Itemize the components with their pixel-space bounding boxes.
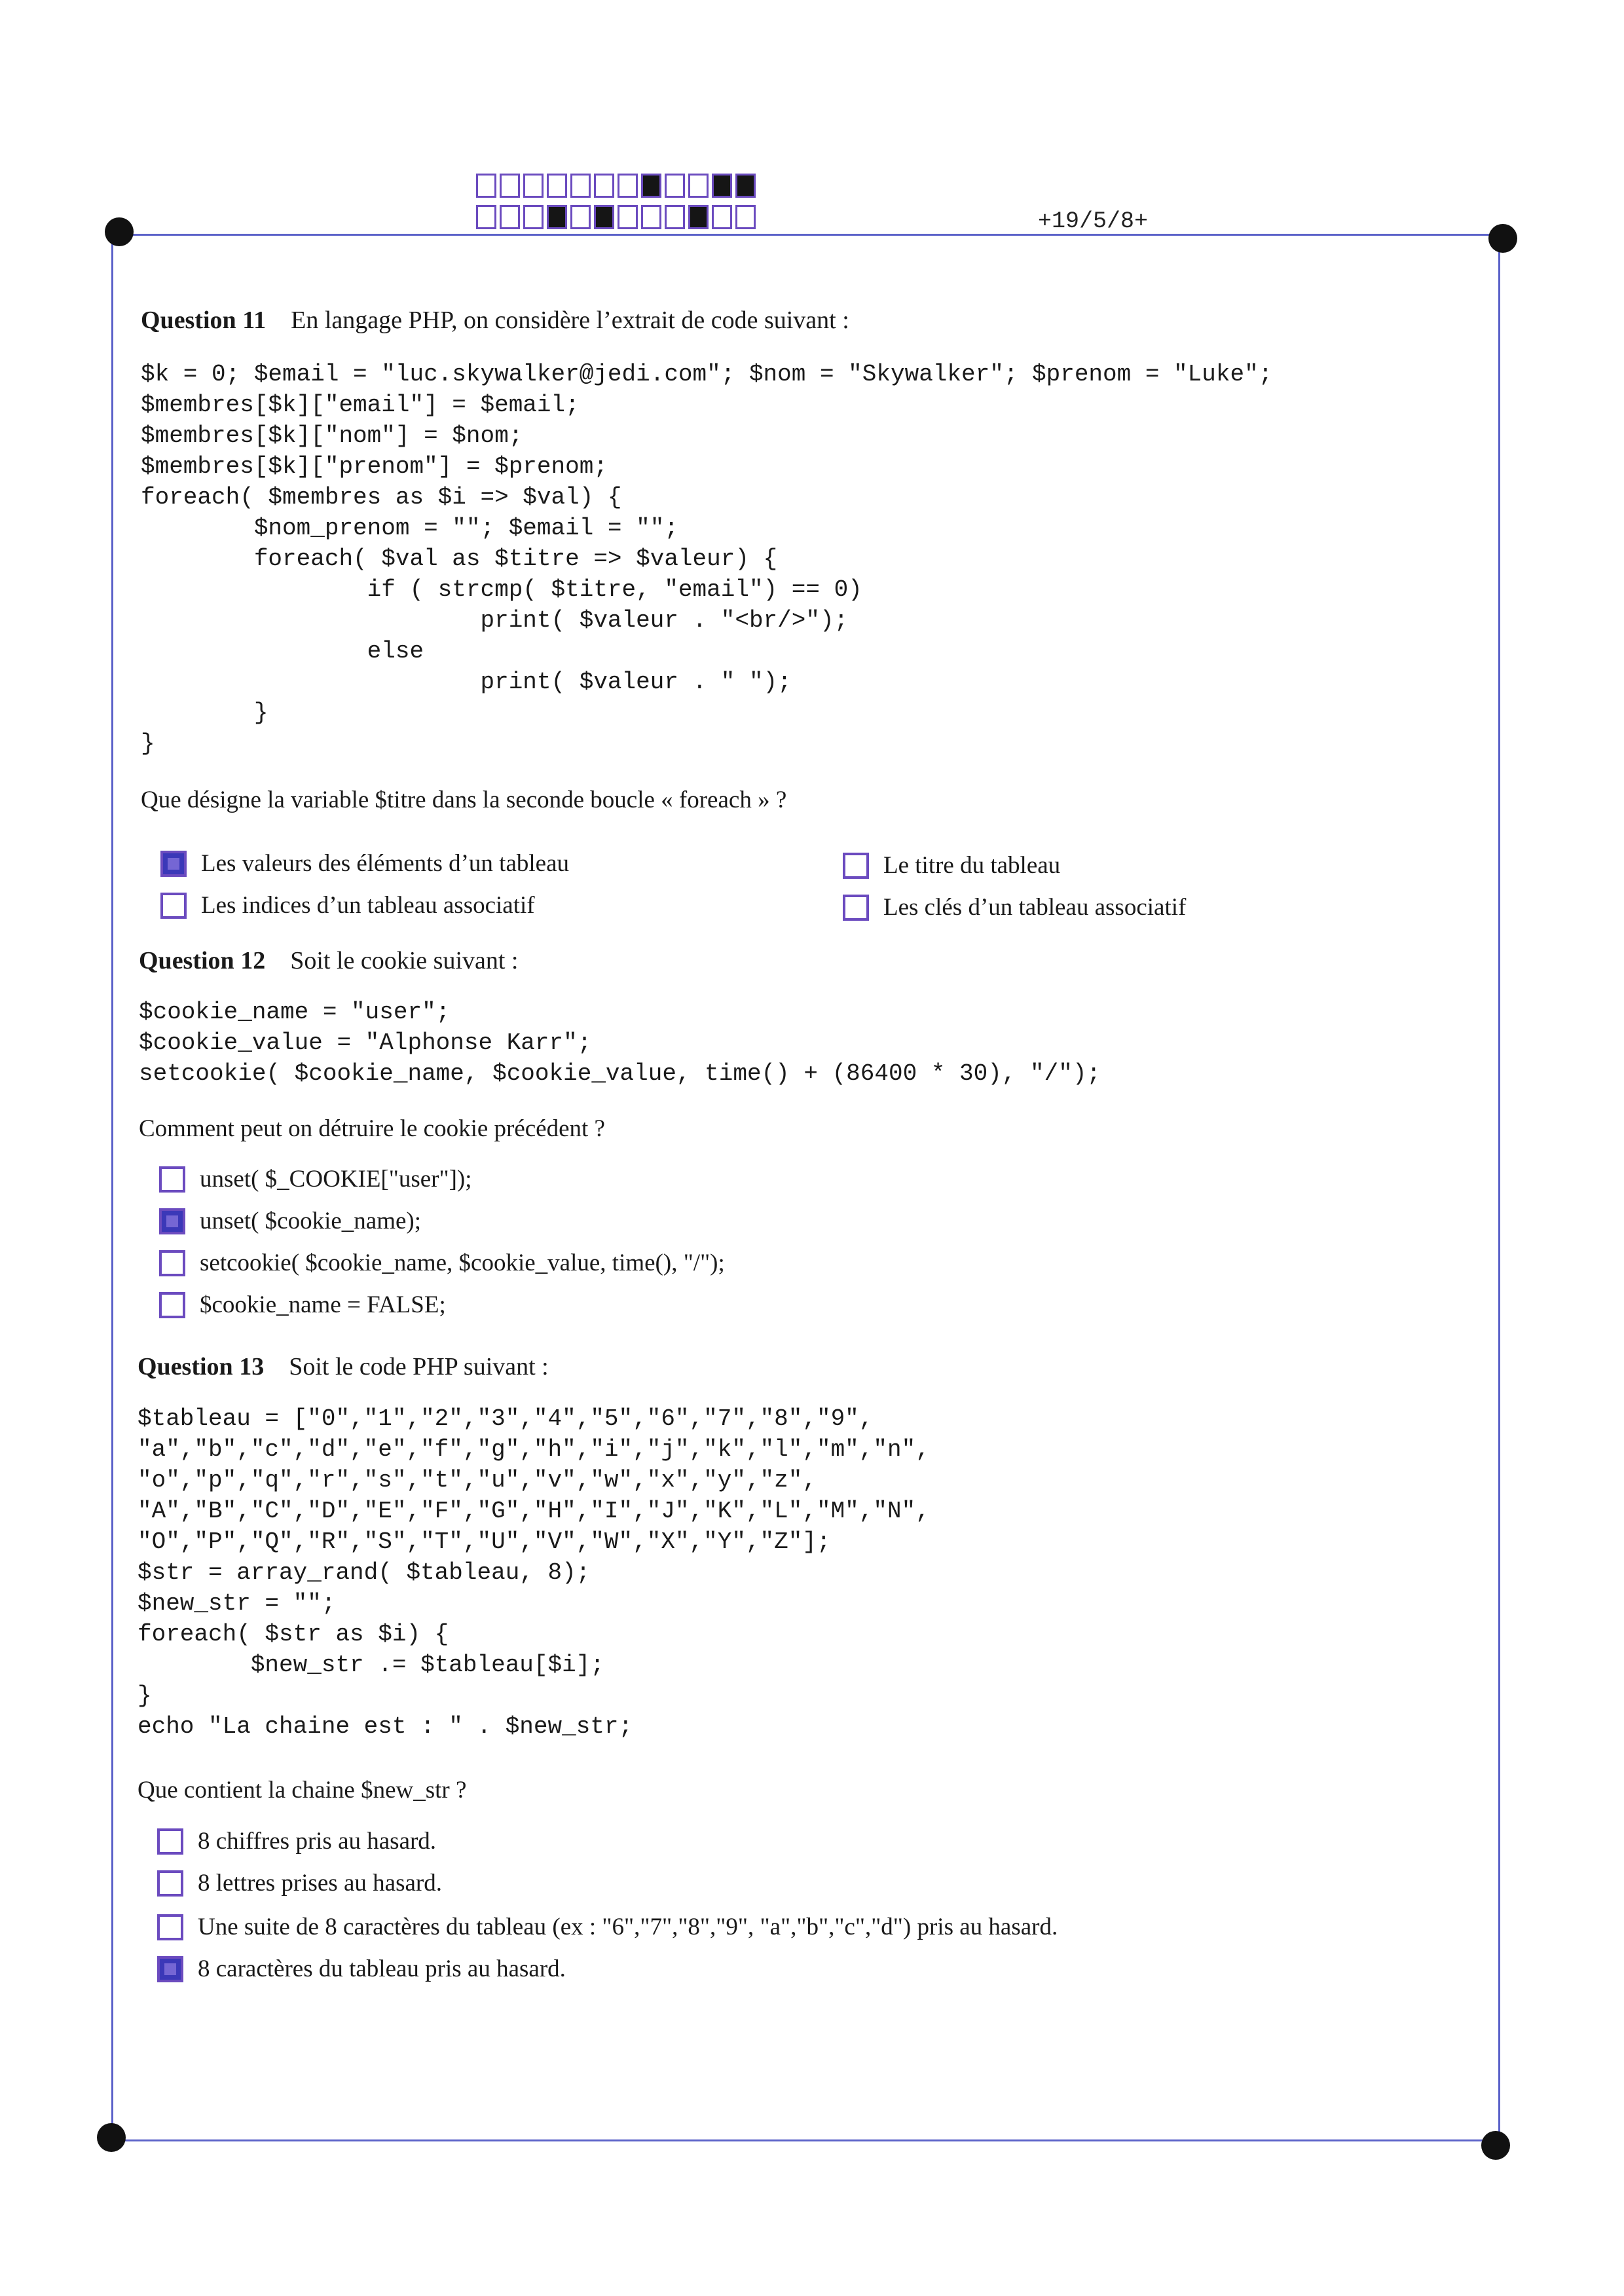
q12-code [139, 997, 1101, 1089]
barcode-cell [618, 205, 638, 229]
barcode-cell [688, 174, 709, 198]
q13-option-1[interactable] [157, 1827, 436, 1855]
code-line: $cookie_name = "user"; [139, 999, 451, 1026]
barcode-cell [641, 205, 661, 229]
checkbox[interactable] [843, 895, 869, 921]
frame-bottom-line [110, 2139, 1497, 2141]
code-line: } [138, 1682, 152, 1709]
q13-question: Que contient la chaine $new_str ? [138, 1777, 467, 1804]
corner-marker-top-left [105, 217, 134, 246]
q11-intro: En langage PHP, on considère l’extrait de code suivant : [291, 306, 849, 334]
q13-header [138, 1352, 549, 1381]
code-line: "a","b","c","d","e","f","g","h","i","j","k","l","m","n", [138, 1436, 930, 1463]
checkbox[interactable] [157, 1914, 183, 1940]
code-line: $membres[$k]["email"] = $email; [141, 392, 580, 418]
q11-header [141, 306, 849, 335]
barcode-cell [476, 205, 496, 229]
option-label: Le titre du tableau [883, 852, 1061, 879]
code-line: $new_str = ""; [138, 1590, 336, 1617]
checkbox[interactable] [159, 1292, 185, 1318]
q12-intro: Soit le cookie suivant : [290, 947, 519, 974]
code-line: $membres[$k]["nom"] = $nom; [141, 422, 523, 449]
page-id: +19/5/8+ [1038, 208, 1149, 234]
barcode-cell [594, 205, 614, 229]
checkbox[interactable] [157, 1956, 183, 1982]
barcode-cell [665, 205, 685, 229]
option-label: 8 lettres prises au hasard. [198, 1870, 442, 1897]
code-line: $membres[$k]["prenom"] = $prenom; [141, 453, 608, 480]
barcode-cell [641, 174, 661, 198]
q11-question: Que désigne la variable $titre dans la seconde boucle « foreach » ? [141, 787, 787, 813]
q13-intro: Soit le code PHP suivant : [289, 1353, 549, 1380]
option-label: unset( $cookie_name); [200, 1208, 422, 1234]
q12-option-1[interactable] [159, 1165, 472, 1193]
q12-question: Comment peut on détruire le cookie précédent ? [139, 1115, 605, 1142]
barcode-cell [665, 174, 685, 198]
q11-number: Question 11 [141, 306, 267, 334]
option-label: Une suite de 8 caractères du tableau (ex : "6","7","8","9", "a","b","c","d") pris au hasard. [198, 1914, 1058, 1940]
code-line: } [141, 699, 268, 726]
barcode-cell [500, 174, 520, 198]
option-label: Les clés d’un tableau associatif [883, 894, 1187, 921]
option-label: unset( $_COOKIE["user"]); [200, 1166, 472, 1193]
code-line: $tableau = ["0","1","2","3","4","5","6","7","8","9", [138, 1405, 874, 1432]
barcode-row-2 [476, 205, 759, 229]
checkbox[interactable] [157, 1828, 183, 1855]
checkbox[interactable] [157, 1870, 183, 1897]
barcode-cell [523, 205, 544, 229]
q11-option-2[interactable] [843, 851, 1060, 880]
corner-marker-bottom-right [1481, 2131, 1510, 2160]
q12-number: Question 12 [139, 947, 266, 974]
code-line: foreach( $str as $i) { [138, 1621, 449, 1648]
checkbox[interactable] [160, 851, 187, 877]
q11-option-3[interactable] [160, 891, 535, 919]
frame-top-line [118, 234, 1501, 236]
q13-option-4[interactable] [157, 1955, 566, 1983]
q13-option-3[interactable] [157, 1913, 1058, 1941]
code-line: $str = array_rand( $tableau, 8); [138, 1559, 591, 1586]
code-line: $nom_prenom = ""; $email = ""; [141, 515, 678, 542]
frame-left-line [111, 232, 113, 2139]
option-label: 8 chiffres pris au hasard. [198, 1828, 437, 1855]
q11-code [141, 359, 1272, 759]
barcode-cell [688, 205, 709, 229]
code-line: print( $valeur . " "); [141, 669, 792, 695]
code-line: print( $valeur . "<br/>"); [141, 607, 849, 634]
q11-option-4[interactable] [843, 893, 1186, 921]
barcode-cell [570, 174, 591, 198]
code-line: setcookie( $cookie_name, $cookie_value, time() + (86400 * 30), "/"); [139, 1060, 1101, 1087]
code-line: $cookie_value = "Alphonse Karr"; [139, 1029, 592, 1056]
code-line: $new_str .= $tableau[$i]; [138, 1652, 604, 1678]
code-line: } [141, 730, 155, 757]
q11-option-1[interactable] [160, 849, 569, 878]
q12-option-4[interactable] [159, 1291, 446, 1319]
option-label: 8 caractères du tableau pris au hasard. [198, 1955, 566, 1982]
barcode-cell [523, 174, 544, 198]
corner-marker-top-right [1488, 224, 1517, 253]
barcode-cell [476, 174, 496, 198]
frame-right-line [1498, 237, 1500, 2143]
checkbox[interactable] [159, 1208, 185, 1234]
q13-option-2[interactable] [157, 1869, 442, 1897]
checkbox[interactable] [159, 1250, 185, 1276]
barcode-cell [735, 205, 756, 229]
checkbox[interactable] [159, 1166, 185, 1193]
code-line: if ( strcmp( $titre, "email") == 0) [141, 576, 862, 603]
option-label: Les indices d’un tableau associatif [201, 892, 535, 919]
option-label: $cookie_name = FALSE; [200, 1291, 446, 1318]
code-line: "O","P","Q","R","S","T","U","V","W","X","Y","Z"]; [138, 1528, 831, 1555]
barcode-cell [570, 205, 591, 229]
checkbox[interactable] [843, 853, 869, 879]
code-line: foreach( $membres as $i => $val) { [141, 484, 622, 511]
barcode-cell [618, 174, 638, 198]
option-label: Les valeurs des éléments d’un tableau [201, 850, 569, 877]
barcode-cell [594, 174, 614, 198]
q12-header [139, 946, 519, 975]
code-line: foreach( $val as $titre => $valeur) { [141, 546, 778, 572]
q13-code [138, 1403, 930, 1742]
code-line: else [141, 638, 424, 665]
q13-number: Question 13 [138, 1353, 265, 1380]
barcode-row-1 [476, 174, 759, 198]
barcode-cell [547, 174, 567, 198]
barcode-cell [547, 205, 567, 229]
barcode-cell [735, 174, 756, 198]
q12-option-2[interactable] [159, 1207, 421, 1235]
option-label: setcookie( $cookie_name, $cookie_value, time(), "/"); [200, 1250, 725, 1276]
code-line: echo "La chaine est : " . $new_str; [138, 1713, 633, 1740]
barcode-cell [500, 205, 520, 229]
code-line: "A","B","C","D","E","F","G","H","I","J","K","L","M","N", [138, 1498, 930, 1525]
corner-marker-bottom-left [97, 2123, 126, 2152]
checkbox[interactable] [160, 893, 187, 919]
code-line: $k = 0; $email = "luc.skywalker@jedi.com"; $nom = "Skywalker"; $prenom = "Luke"; [141, 361, 1273, 388]
barcode-cell [712, 205, 732, 229]
barcode-cell [712, 174, 732, 198]
q12-option-3[interactable] [159, 1249, 725, 1277]
code-line: "o","p","q","r","s","t","u","v","w","x","y","z", [138, 1467, 817, 1494]
